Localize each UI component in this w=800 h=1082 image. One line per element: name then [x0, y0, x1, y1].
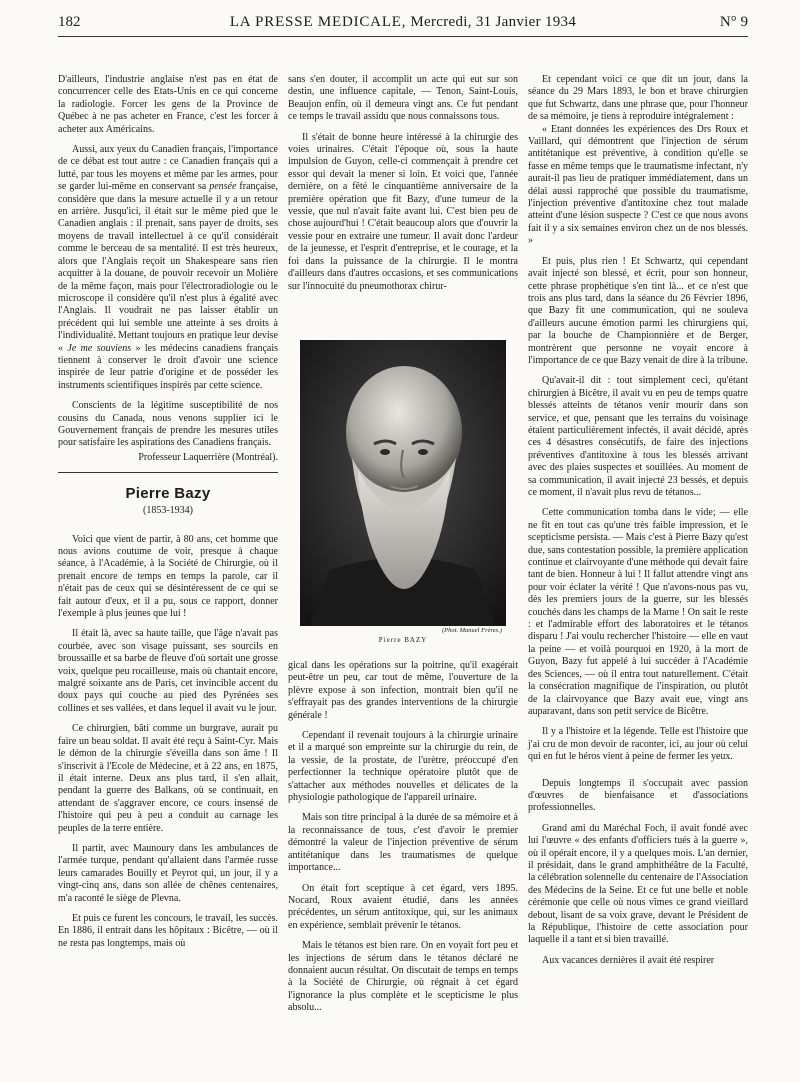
header-rule — [58, 36, 748, 37]
column-middle-top — [288, 74, 518, 293]
article-paragraph: gical dans les opérations sur la poitrine, qu'il exagérait peut-être un peu, car tout de même, l'ouverture de la plèvre expose à son infection, montrait bien qu'il ne s'effrayait pas des grandes interventions de la chirurgie générale ! — [288, 660, 518, 721]
emphasis-pensee: pensée — [209, 181, 237, 193]
portrait-figure — [300, 340, 506, 646]
photo-credit: (Phot. Manuel Frères.) — [441, 627, 502, 634]
article-paragraph: Aussi, aux yeux du Canadien français, l'importance de ce débat est tout autre : ce Canadien français qui a lutté, par tous les moyens et même par les armes, pour se garder lui-même en conservant sa pensée française, considère que dans la mesure actuelle il y a un retour en arrière. Jusqu'ici, il était sur le même pied que le Canadien anglais : il prenait, sans payer de droits, ses moyens de travail intellectuel à ce qu'il considérait comme le berceau de sa mentalité. Il est très heureux, alors que l'Anglais reçoit un Shakespeare sans rien acquitter à la douane, de pouvoir recevoir un Molière de la même façon, mais pour l'électroradiologie ou le microscope il considère qu'il n'est plus à égalité avec l'Anglais. Il voudrait ne pas laisser établir un précédent qui lui semble une atteinte à ses droits à l'individualité. Mettant toujours en pratique leur devise « Je me souviens » les médecins canadiens français tiennent à conserver le droit d'avoir une science inspirée de leur patrie d'origine et de posséder les instruments scientifiques inspirés par cette science. — [58, 144, 278, 391]
motto: Je me souviens — [67, 342, 132, 354]
article-paragraph: Ce chirurgien, bâti comme un burgrave, aurait pu faire un beau soldat. Il avait été reçu à Saint-Cyr. Mais le démon de la chirurgie s'éveilla dans son âme ! Il s'inscrivit à l'Ecole de Médecine, et à 22 ans, en 1875, il était interne. Deux ans plus tard, il s'en allait, pendant la guerre des Balkans, où se continuait, en attendant de s'aggraver encore, ce cours insensé de l'histoire qui peu à peu a conduit au carnage les peuples de la terre entière. — [58, 723, 278, 834]
article-paragraph: Il y a l'histoire et la légende. Telle est l'histoire que j'ai cru de mon devoir de raconter, ici, au jour où celui qui en fut le héros vient à peine de fermer les yeux. — [528, 726, 748, 763]
page-number: 182 — [58, 14, 81, 30]
article-paragraph: Voici que vient de partir, à 80 ans, cet homme que nous avions coutume de voir, presque à chaque séance, à l'Académie, à la Société de Chirurgie, où il prenait encore de temps en temps la parole, car il n'était pas de ceux qui se désintéressent de ce qui se fait autour d'eux, et il a pu, sous ce rapport, donner l'exemple à plus jeunes que lui ! — [58, 533, 278, 620]
issue-number: N° 9 — [719, 14, 748, 30]
article-paragraph: Et puis ce furent les concours, le travail, les succès. En 1886, il entrait dans les hôpitaux : Bicêtre, — où il ne resta pas longtemps, mais où — [58, 912, 278, 949]
article-paragraph: Depuis longtemps il s'occupait avec passion d'œuvres de bienfaisance et d'associations professionnelles. — [528, 777, 748, 814]
issue-date: Mercredi, 31 Janvier 1934 — [410, 14, 577, 30]
article-paragraph: Conscients de la légitime susceptibilité de nos cousins du Canada, nous venons supplier ici le Gouvernement français de prendre les mesures utiles pour satisfaire les aspirations des Canadiens français. — [58, 400, 278, 449]
obituary-title: Pierre Bazy — [125, 485, 211, 503]
article-paragraph: D'ailleurs, l'industrie anglaise n'est pas en état de concurrencer celle des Etats-Unis en ce qui concerne la radiologie. Forcer les gens de la Province de Québec à ne pas acheter en France, c'est les forcer à acheter aux Américains. — [58, 74, 278, 135]
article-paragraph: sans s'en douter, il accomplit un acte qui eut sur son destin, une influence capitale, — Tenon, Saint-Louis, Beaujon enfin, où il demeura vingt ans. Ce fut pendant ce temps le travail assidu que nous connaissons tous. — [288, 74, 518, 123]
article-paragraph: Et cependant voici ce que dit un jour, dans la séance du 29 Mars 1893, le bon et brave chirurgien que fut Schwartz, dans une phrase que, pour l'honneur de sa mémoire, je tiens à reproduire intégralement : — [528, 74, 748, 123]
portrait-photo — [300, 340, 506, 626]
article-paragraph: Mais son titre principal à la durée de sa mémoire et à la reconnaissance de tous, c'est d'avoir le premier démontré la valeur de l'injection préventive de sérum antitétanique dans les traumatismes de quelque importance... — [288, 812, 518, 874]
article-paragraph: Aux vacances dernières il avait été respirer — [542, 954, 715, 966]
article-paragraph: Grand ami du Maréchal Foch, il avait fondé avec lui l'œuvre « des enfants d'officiers tués à la guerre », où il opérait encore, il y a quelques mois. L'an dernier, il présidait, dans le grand amphithéâtre de la Faculté, la célébration solennelle du centenaire de l'Association des Médecins de la Seine. Et ce fut une belle et noble cérémonie que celle où nous vîmes ce grand vieillard debout, lisant de sa voix grave, devant le Président de la République, l'histoire de cette association pour laquelle il a tant et si bien travaillé. — [528, 822, 748, 946]
section-divider — [58, 472, 278, 473]
article-paragraph: On était fort sceptique à cet égard, vers 1895. Nocard, Roux avaient étudié, dans les années précédentes, un sérum antitoxique, qui, sur les animaux en expérience, semblait prévenir le tétanos. — [288, 882, 518, 931]
article-paragraph: Il était là, avec sa haute taille, que l'âge n'avait pas courbée, avec son visage puissant, ses sourcils en broussaille et sa barbe de fleuve d'où sortait une grosse voix, quelque peu rocailleuse, mais où chantait encore, malgré soixante ans de Paris, cet invincible accent du doux pays qui couche au pied des Pyrénées ses collines et ses vallées, et dans lequel il avait vu le jour. — [58, 628, 278, 714]
article-paragraph: Il partit, avec Maunoury dans les ambulances de l'armée turque, pendant qu'allaient dans l'armée russe leurs camarades Bouilly et Peyrot qui, un jour, il y a vingt-cinq ans, dans son allée de chênes centenaires, m'a raconté le siège de Plevna. — [58, 842, 278, 904]
page-header — [58, 12, 748, 42]
article-paragraph: Cependant il revenait toujours à la chirurgie urinaire et il a marqué son empreinte sur la chirurgie du rein, de la vessie, de la prostate, de l'urètre, préoccupé d'en perfectionner la technique opératoire plutôt que de s'attacher aux méthodes nouvelles et délicates de la physiologie pathologique de l'appareil urinaire. — [288, 730, 518, 804]
journal-title — [58, 14, 748, 31]
column-middle-bottom — [288, 660, 518, 1015]
obituary-dates: (1853-1934) — [143, 505, 193, 517]
article-paragraph: Cette communication tomba dans le vide; — elle ne fit en tout cas qu'une très faible impression, et le scepticisme persista. — Mais c'est à Pierre Bazy qu'est due, sans contestation possible, la première application continue et clairvoyante d'une méthode qui devait faire tant de bien. Honneur à lui ! Il fallut attendre vingt ans pour voir éclater la vérité ! Que n'avons-nous pas vu, dès les premiers jours de la guerre, sur les blessés couchés dans les champs de la Marne ! On sait le reste : et l'admirable effort des laboratoires et le tétanos disparu ! J'ai voulu rechercher l'histoire — elle en vaut la peine — et voilà pourquoi en 1920, à la mort de Guyon, Bazy fut appelé à lui succéder à l'Académie des Sciences, — où il entra tout naturellement. C'était la consécration magnifique de l'inspiration, ou plutôt de la clairvoyance que Bazy avait eue, vingt ans auparavant, dans son petit service de Bicêtre. — [528, 507, 748, 717]
article-paragraph: Qu'avait-il dit : tout simplement ceci, qu'étant chirurgien à Bicêtre, il avait vu en peu de temps quatre blessés atteints de tétanos venir mourir dans son service, et que, pensant que les terrains du voisinage étaient particulièrement infectés, il avait décidé, après ces 4 désastres consécutifs, de faire des injections préventives d'antitoxine à tous les blessés arrivant avec des plaies suspectes et souillées. Au moment de sa communication, il avait injecté 23 bessés, et depuis ce moment, il n'avait plus revu de tétanos... — [528, 375, 748, 498]
portrait-illustration — [300, 340, 506, 626]
article-paragraph: Il s'était de bonne heure intéressé à la chirurgie des voies urinaires. C'était l'époque où, sous la haute impulsion de Guyon, celle-ci commençait à prendre cet essor qui devait la mener si loin. Et voici que, l'année dernière, on a fêté le cinquantième anniversaire de la première opération que fit Bazy, d'une tumeur de la vessie, que nul n'avait faite avant lui. C'est bien peu de chose aujourd'hui ! C'était beaucoup alors que d'ouvrir la vessie pour en extraire une tumeur. Il avait donc l'ardeur de la jeunesse, et l'esprit d'entreprise, et le courage, et la foi dans la puissance de la chirurgie. Il le montra d'ailleurs dans d'autres occasions, et ses communications sur l'innocuité du pneumothorax chirur- — [288, 131, 518, 292]
journal-name: LA PRESSE MEDICALE, — [229, 14, 407, 30]
photo-caption: Pierre BAZY — [378, 636, 428, 644]
column-right — [528, 74, 748, 967]
author-signature: Professeur Laquerrière (Montréal). — [138, 451, 278, 463]
quotation: « Etant données les expériences des Drs Roux et Vaillard, qui démontrent que l'injection de sérum antitétanique est préventive, à condition qu'elle se fasse en même temps que le traumatisme infectant, n'y aurait-il pas lieu de pratiquer immédiatement, dans un délai aussi rapproché que possible du traumatisme, l'injection préventive d'antitoxine chez tout malade atteint d'une lésion suspecte ? C'est ce que nous avons fait il y a six semaines environ chez un de nos blessés. » — [528, 123, 748, 247]
column-left — [58, 74, 278, 950]
article-paragraph: Et puis, plus rien ! Et Schwartz, qui cependant avait injecté son blessé, et écrit, pour son honneur, cette phrase prophétique s'en tint là... et ce n'est que trois ans plus tard, dans la séance du 26 Février 1896, que Bazy fit une communication, qui ne souleva d'ailleurs aucune émotion parmi les chirurgiens qui, par la bouche de Championnière et de Berger, montrèrent que personne ne voyait encore à l'importance de ce que Bazy venait de dire à la tribune. — [528, 255, 748, 366]
article-paragraph: Mais le tétanos est bien rare. On en voyait fort peu et les injections de sérum dans le tétanos déclaré ne donnaient aucun résultat. On discutait de temps en temps à la Société de Chirurgie, où régnait à cet égard l'ignorance la plus complète et le scepticisme le plus absolu... — [288, 940, 518, 1014]
